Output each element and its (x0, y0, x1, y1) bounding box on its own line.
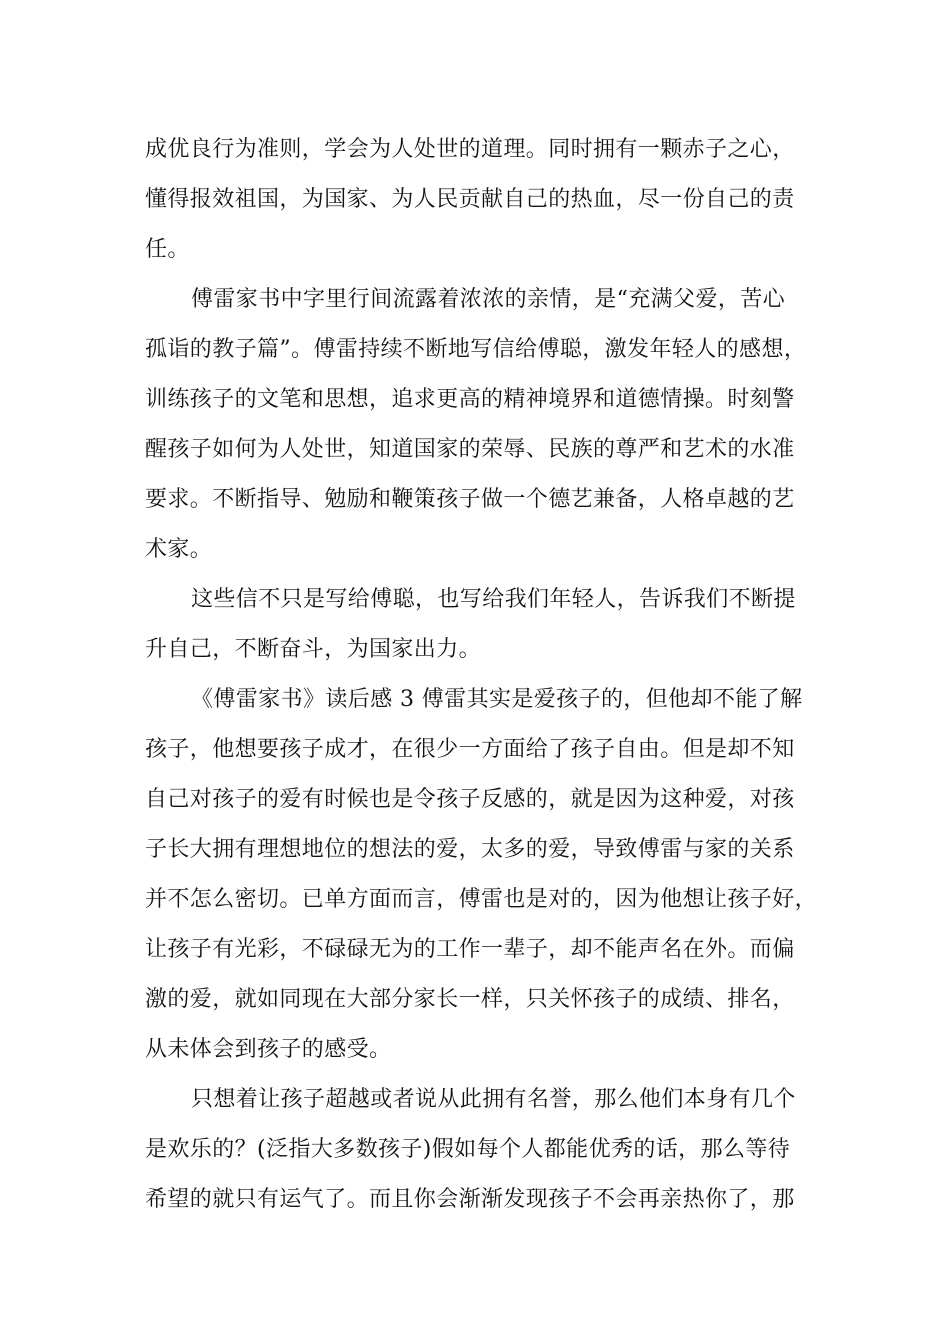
paragraph-first-line: 《傅雷家书》读后感 3 傅雷其实是爱孩子的，但他却不能了解 (191, 687, 803, 712)
text-line: 要求。不断指导、勉励和鞭策孩子做一个德艺兼备，人格卓越的艺 (145, 487, 795, 512)
paragraph-first-line: 傅雷家书中字里行间流露着浓浓的亲情，是“充满父爱，苦心 (191, 287, 786, 312)
text-line: 自己对孩子的爱有时候也是令孩子反感的，就是因为这种爱，对孩 (145, 787, 795, 812)
text-line: 术家。 (145, 537, 213, 562)
text-line: 是欢乐的？(泛指大多数孩子)假如每个人都能优秀的话，那么等待 (145, 1137, 791, 1162)
text-line: 孤诣的教子篇”。傅雷持续不断地写信给傅聪，激发年轻人的感想， (145, 337, 807, 362)
text-line: 训练孩子的文笔和思想，追求更高的精神境界和道德情操。时刻警 (145, 387, 795, 412)
paragraph-first-line: 这些信不只是写给傅聪，也写给我们年轻人，告诉我们不断提 (191, 587, 796, 612)
text-line: 从未体会到孩子的感受。 (145, 1037, 392, 1062)
text-line: 任。 (145, 237, 190, 262)
text-line: 懂得报效祖国，为国家、为人民贡献自己的热血，尽一份自己的责 (145, 187, 795, 212)
paragraph-first-line: 只想着让孩子超越或者说从此拥有名誉，那么他们本身有几个 (191, 1087, 796, 1112)
text-line: 子长大拥有理想地位的想法的爱，太多的爱，导致傅雷与家的关系 (145, 837, 795, 862)
text-line: 激的爱，就如同现在大部分家长一样，只关怀孩子的成绩、排名， (145, 987, 795, 1012)
text-line: 希望的就只有运气了。而且你会渐渐发现孩子不会再亲热你了，那 (145, 1187, 795, 1212)
text-line: 醒孩子如何为人处世，知道国家的荣辱、民族的尊严和艺术的水准 (145, 437, 795, 462)
text-line: 孩子，他想要孩子成才，在很少一方面给了孩子自由。但是却不知 (145, 737, 795, 762)
text-line: 让孩子有光彩，不碌碌无为的工作一辈子，却不能声名在外。而偏 (145, 937, 795, 962)
text-line: 升自己，不断奋斗，为国家出力。 (145, 637, 482, 662)
text-line: 并不怎么密切。已单方面而言，傅雷也是对的，因为他想让孩子好， (145, 887, 818, 912)
text-line: 成优良行为准则，学会为人处世的道理。同时拥有一颗赤子之心， (145, 137, 795, 162)
